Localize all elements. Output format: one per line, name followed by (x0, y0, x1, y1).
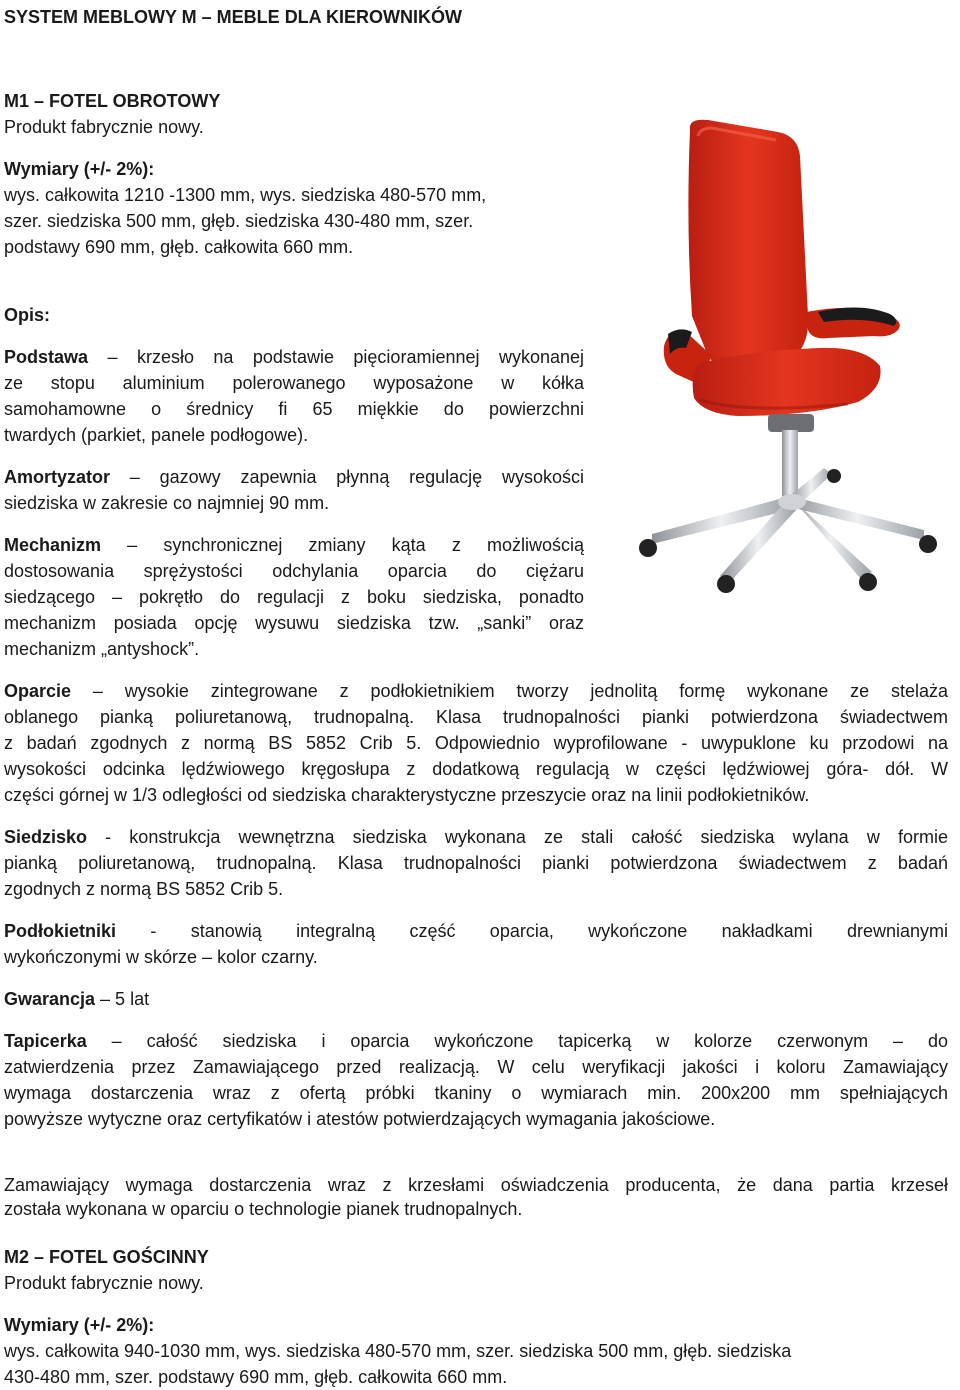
podstawa-line: ze stopu aluminium polerowanego wyposażone w kółka (4, 373, 584, 393)
oparcie-label: Oparcie (4, 681, 72, 701)
podlokietniki-line: wykończonymi w skórze – kolor czarny. (4, 947, 318, 967)
podstawa-line: samohamowne o średnicy fi 65 miękkie do powierzchni (4, 399, 584, 419)
m2-title: M2 – FOTEL GOŚCINNY (4, 1247, 209, 1267)
mechanizm-line: siedzącego – pokrętło do regulacji z boku siedziska, ponadto (4, 587, 584, 607)
oparcie-line: części górnej w 1/3 odległości od siedziska charakterystyczne przeszycie oraz na linii podłokietników. (4, 785, 810, 805)
siedzisko-label: Siedzisko (4, 827, 88, 847)
m1-dims-line: podstawy 690 mm, głęb. całkowita 660 mm. (4, 237, 354, 257)
siedzisko-line: pianką poliuretanową, trudnopalną. Klasa trudnopalności pianki potwierdzona świadectwem z badań (4, 853, 948, 873)
note-line: została wykonana w oparciu o technologie pianek trudnopalnych. (4, 1199, 523, 1219)
m2-dims-line: wys. całkowita 940-1030 mm, wys. siedziska 480-570 mm, szer. siedziska 500 mm, głęb. siedziska (4, 1341, 792, 1361)
oparcie-line: z badań zgodnych z normą BS 5852 Crib 5. Odpowiednio wyprofilowane - uwypuklone ku przodowi na (4, 733, 948, 753)
gwarancja-line: Gwarancja – 5 lat (4, 989, 150, 1009)
podlokietniki-label: Podłokietniki (4, 921, 117, 941)
tapicerka-line: powyższe wytyczne oraz certyfikatów i atestów potwierdzających wymagania jakościowe. (4, 1109, 716, 1129)
office-chair-icon (628, 116, 948, 596)
mechanizm-line: Mechanizm – synchronicznej zmiany kąta z możliwością (4, 535, 584, 555)
m2-dims-line: 430-480 mm, szer. podstawy 690 mm, głęb. całkowita 660 mm. (4, 1367, 508, 1387)
note-line: Zamawiający wymaga dostarczenia wraz z krzesłami oświadczenia producenta, że dana partia krzeseł (4, 1175, 948, 1195)
gwarancja-label: Gwarancja (4, 989, 96, 1009)
document-heading: SYSTEM MEBLOWY M – MEBLE DLA KIEROWNIKÓW (4, 7, 462, 27)
m1-subtitle: Produkt fabrycznie nowy. (4, 117, 204, 137)
tapicerka-line: Tapicerka – całość siedziska i oparcia wykończone tapicerką w kolorze czerwonym – do (4, 1031, 948, 1051)
oparcie-line: oblanego pianką poliuretanową, trudnopalną. Klasa trudnopalności pianki potwierdzona świadectwem (4, 707, 948, 727)
oparcie-line: Oparcie – wysokie zintegrowane z podłokietnikiem tworzy jednolitą formę wykonane ze stelaża (4, 681, 948, 701)
m1-title: M1 – FOTEL OBROTOWY (4, 91, 221, 111)
tapicerka-line: zatwierdzenia przez Zamawiającego przed realizacją. W celu weryfikacji jakości i koloru Zamawiający (4, 1057, 948, 1077)
mechanizm-line: mechanizm „antyshock”. (4, 639, 200, 659)
mechanizm-line: mechanizm posiada opcję wysuwu siedziska tzw. „sanki” oraz (4, 613, 584, 633)
m2-subtitle: Produkt fabrycznie nowy. (4, 1273, 204, 1293)
podstawa-label: Podstawa (4, 347, 89, 367)
m2-dims-label: Wymiary (+/- 2%): (4, 1315, 155, 1335)
siedzisko-line: Siedzisko - konstrukcja wewnętrzna siedziska wykonana ze stali całość siedziska wylana w formie (4, 827, 948, 847)
m1-dims-line: wys. całkowita 1210 -1300 mm, wys. siedziska 480-570 mm, (4, 185, 487, 205)
opis-label: Opis: (4, 305, 51, 325)
mechanizm-line: dostosowania sprężystości odchylania oparcia do ciężaru (4, 561, 584, 581)
tapicerka-line: wymaga dostarczenia wraz z ofertą próbki tkaniny o wymiarach min. 200x200 mm spełniających (4, 1083, 948, 1103)
podstawa-line: Podstawa – krzesło na podstawie pięcioramiennej wykonanej (4, 347, 584, 367)
oparcie-line: wysokości odcinka lędźwiowego kręgosłupa z dodatkową regulacją w części lędźwiowej góra- dół. W (4, 759, 948, 779)
siedzisko-line: zgodnych z normą BS 5852 Crib 5. (4, 879, 284, 899)
amortyzator-line: siedziska w zakresie co najmniej 90 mm. (4, 493, 330, 513)
mechanizm-label: Mechanizm (4, 535, 102, 555)
podlokietniki-line: Podłokietniki - stanowią integralną część oparcia, wykończone nakładkami drewnianymi (4, 921, 948, 941)
tapicerka-label: Tapicerka (4, 1031, 87, 1051)
m1-dims-label: Wymiary (+/- 2%): (4, 159, 155, 179)
m1-dims-line: szer. siedziska 500 mm, głęb. siedziska 430-480 mm, szer. (4, 211, 474, 231)
amortyzator-label: Amortyzator (4, 467, 111, 487)
amortyzator-line: Amortyzator – gazowy zapewnia płynną regulację wysokości (4, 467, 584, 487)
podstawa-line: twardych (parkiet, panele podłogowe). (4, 425, 309, 445)
